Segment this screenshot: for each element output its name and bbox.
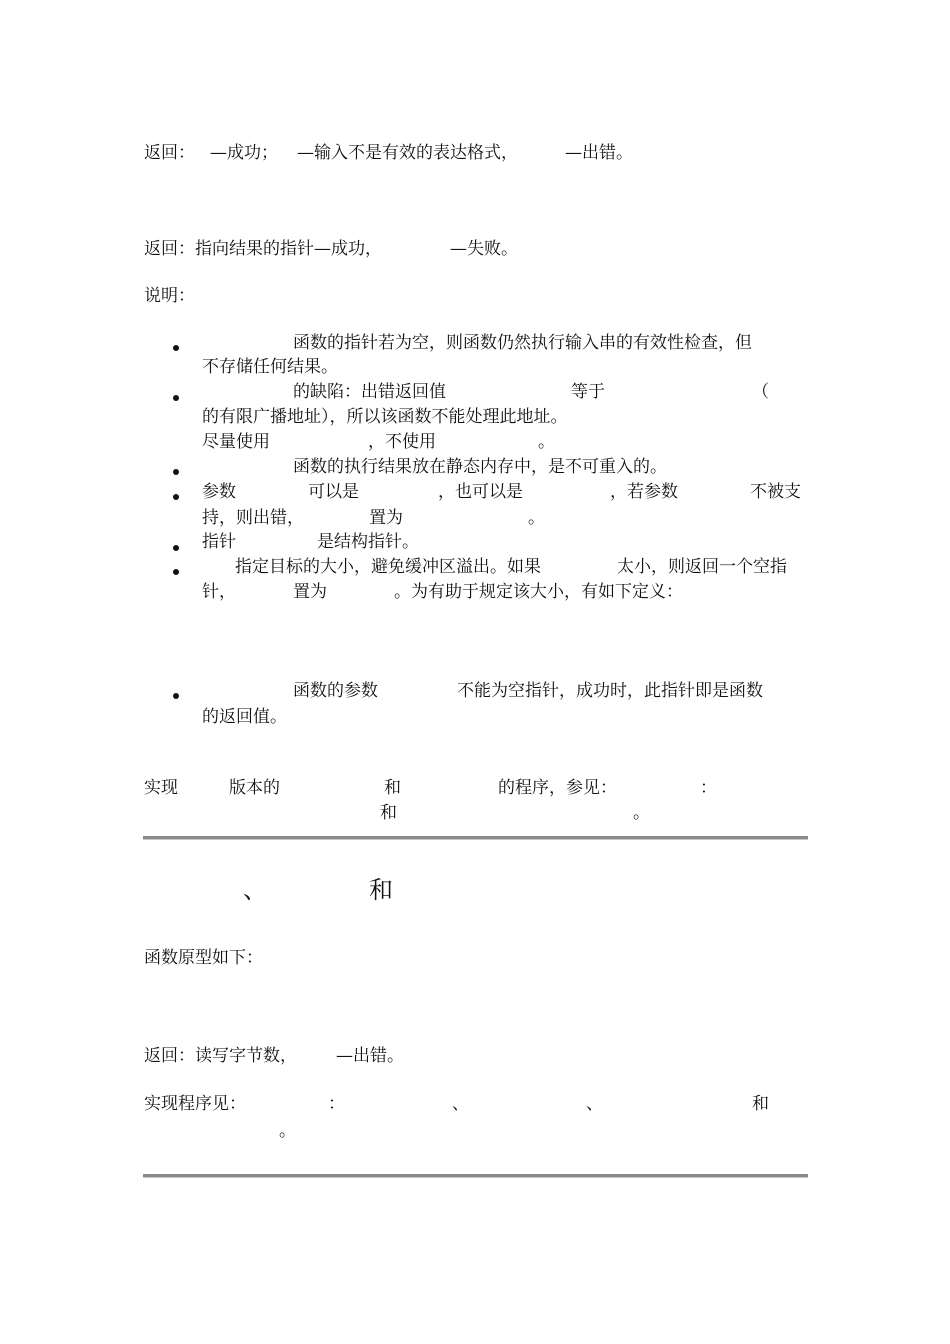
impl-text: 、 — [586, 1094, 603, 1114]
impl-text: 版本的 — [229, 778, 280, 798]
return-fail: —失败。 — [450, 239, 518, 259]
impl-text: 的程序，参见： — [498, 778, 617, 798]
return-label: 返回： — [144, 143, 195, 163]
section-heading: 和 — [369, 876, 393, 904]
impl-text: 、 — [452, 1094, 469, 1114]
impl-text: 实现 — [144, 778, 178, 798]
bullet-text: 函数的指针若为空，则函数仍然执行输入串的有效性检查，但 — [293, 333, 752, 353]
prototype-label: 函数原型如下： — [144, 948, 263, 968]
bullet-text: （ — [752, 382, 769, 402]
bullet-text: ，也可以是 — [438, 482, 523, 502]
bullet-text: 指定目标的大小，避免缓冲区溢出。如果 — [235, 557, 541, 577]
bullet-text: ，若参数 — [610, 482, 678, 502]
return-success: —成功； — [210, 143, 278, 163]
impl-text: 。 — [279, 1121, 296, 1141]
bullet-text: 的返回值。 — [202, 707, 287, 727]
impl-text: 和 — [752, 1094, 769, 1114]
bullet-marker — [173, 545, 179, 551]
section-divider — [143, 836, 808, 840]
impl-text: ： — [328, 1094, 345, 1114]
bullet-text: 的缺陷：出错返回值 — [293, 382, 446, 402]
return-pointer: 返回：指向结果的指针—成功， — [144, 239, 382, 259]
note-label: 说明： — [144, 286, 195, 306]
bullet-text: 不被支 — [750, 482, 801, 502]
bullet-text: 尽量使用 — [202, 432, 270, 452]
bullet-text: 指针 — [202, 532, 236, 552]
impl-text: 。 — [633, 803, 650, 823]
impl-text: 和 — [384, 778, 401, 798]
bullet-text: 持，则出错， — [202, 508, 304, 528]
section-divider — [143, 1174, 808, 1178]
bullet-text: 太小，则返回一个空指 — [617, 557, 787, 577]
bullet-text: ，不使用 — [368, 432, 436, 452]
bullet-marker — [173, 345, 179, 351]
impl-text: ： — [700, 778, 717, 798]
bullet-text: 等于 — [571, 382, 605, 402]
impl-text: 实现程序见： — [144, 1094, 246, 1114]
bullet-text: 置为 — [293, 582, 327, 602]
return-error: —出错。 — [565, 143, 633, 163]
return-invalid: —输入不是有效的表达格式， — [297, 143, 518, 163]
bullet-text: 。 — [538, 432, 555, 452]
return-error: —出错。 — [336, 1046, 404, 1066]
bullet-text: 置为 — [369, 508, 403, 528]
bullet-marker — [173, 693, 179, 699]
bullet-text: 针， — [202, 582, 236, 602]
return-bytes: 返回：读写字节数， — [144, 1046, 297, 1066]
bullet-text: 函数的参数 — [293, 681, 378, 701]
bullet-marker — [173, 494, 179, 500]
bullet-text: 可以是 — [308, 482, 359, 502]
section-heading: 、 — [243, 876, 267, 904]
bullet-text: 。 — [528, 508, 545, 528]
bullet-text: 参数 — [202, 482, 236, 502]
bullet-marker — [173, 469, 179, 475]
bullet-text: 函数的执行结果放在静态内存中，是不可重入的。 — [293, 457, 667, 477]
bullet-text: 的有限广播地址），所以该函数不能处理此地址。 — [202, 407, 568, 427]
bullet-marker — [173, 395, 179, 401]
impl-text: 和 — [380, 803, 397, 823]
bullet-text: 是结构指针。 — [317, 532, 419, 552]
bullet-text: 。为有助于规定该大小，有如下定义： — [394, 582, 683, 602]
bullet-marker — [173, 569, 179, 575]
bullet-text: 不存储任何结果。 — [202, 357, 338, 377]
bullet-text: 不能为空指针，成功时，此指针即是函数 — [457, 681, 763, 701]
